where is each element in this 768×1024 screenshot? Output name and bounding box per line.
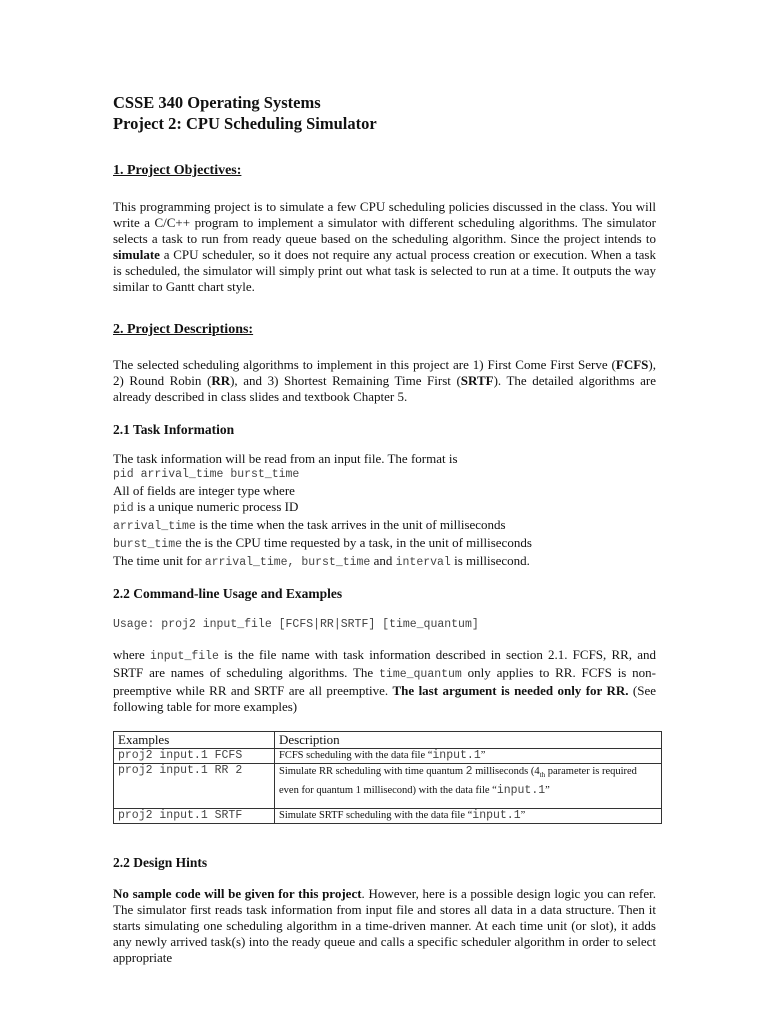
document-title — [113, 92, 656, 134]
table-header-row — [114, 732, 662, 749]
usage-paragraph: where input_file is the file name with task information described in section 2.1. FCFS, RR, and SRTF are names of scheduling algorithms. The time_quantum only applies to RR. FCFS is non-preemptive while RR and SRTF are all preemptive. The last argument is needed only for RR. (See following table for more examples) — [113, 647, 656, 714]
input-format: pid arrival_time burst_time — [113, 468, 300, 481]
section-objectives-heading: 1. Project Objectives: — [113, 163, 242, 178]
example-command: proj2 input.1 FCFS — [114, 749, 275, 764]
table-row — [114, 749, 662, 764]
time-unit-note: The time unit for arrival_time, burst_time and interval is millisecond. — [113, 553, 530, 569]
pid-def: pid is a unique numeric process ID — [113, 499, 299, 515]
example-command: proj2 input.1 RR 2 — [114, 764, 275, 809]
table-row — [114, 809, 662, 824]
section-descriptions-heading: 2. Project Descriptions: — [113, 322, 254, 337]
example-description: Simulate SRTF scheduling with the data file “input.1” — [275, 809, 662, 824]
example-command: proj2 input.1 SRTF — [114, 809, 275, 824]
course-title: CSSE 340 Operating Systems — [113, 93, 321, 112]
design-hints-paragraph: No sample code will be given for this project. However, here is a possible design logic you can refer. The simulator first reads task information from input file and stores all data in a data structure. Then it starts simulating one scheduling algorithm in a time-driven manner. At each time unit (or slot), it adds any newly arrived task(s) into the ready queue and calls a specific scheduler algorithm in order to select appropriate — [113, 886, 656, 965]
header-description: Description — [275, 732, 662, 749]
table-row — [114, 764, 662, 809]
design-hints-heading: 2.2 Design Hints — [113, 855, 208, 870]
document-content — [113, 92, 656, 966]
usage-line: Usage: proj2 input_file [FCFS|RR|SRTF] [time_quantum] — [113, 618, 479, 631]
arrival-def: arrival_time is the time when the task arrives in the unit of milliseconds — [113, 517, 506, 533]
task-info-heading: 2.1 Task Information — [113, 422, 235, 437]
example-description: FCFS scheduling with the data file “input.1” — [275, 749, 662, 764]
project-title: Project 2: CPU Scheduling Simulator — [113, 114, 377, 133]
task-info-block: The task information will be read from an input file. The format is pid arrival_time burst_time All of fields are integer type where pid is a unique numeric process ID arrival_time is the time when the task arrives in the unit of milliseconds burst_time the is the CPU time requested by a task, in the unit of milliseconds The time unit for arrival_time, burst_time and interval is millisecond. — [113, 451, 656, 571]
objectives-paragraph: This programming project is to simulate a few CPU scheduling policies discussed in the class. You will write a C/C++ program to implement a simulator with different scheduling algorithms. The simulator selects a task to run from ready queue based on the scheduling algorithm. Since the project intends to simulate a CPU scheduler, so it does not require any actual process creation or execution. When a task is scheduled, the simulator will simply print out what task is selected to run at a time. It outputs the way similar to Gantt chart style. — [113, 199, 656, 294]
descriptions-paragraph: The selected scheduling algorithms to implement in this project are 1) First Come First Serve (FCFS), 2) Round Robin (RR), and 3) Shortest Remaining Time First (SRTF). The detailed algorithms are already described in class slides and textbook Chapter 5. — [113, 357, 656, 404]
header-examples: Examples — [114, 732, 275, 749]
burst-def: burst_time the is the CPU time requested by a task, in the unit of milliseconds — [113, 535, 532, 551]
examples-table — [113, 731, 662, 824]
usage-heading: 2.2 Command-line Usage and Examples — [113, 586, 343, 601]
example-description: Simulate RR scheduling with time quantum 2 milliseconds ($4_{th}$ parameter is required even for quantum 1 millisecond) with the data file “input.1” — [275, 764, 662, 809]
